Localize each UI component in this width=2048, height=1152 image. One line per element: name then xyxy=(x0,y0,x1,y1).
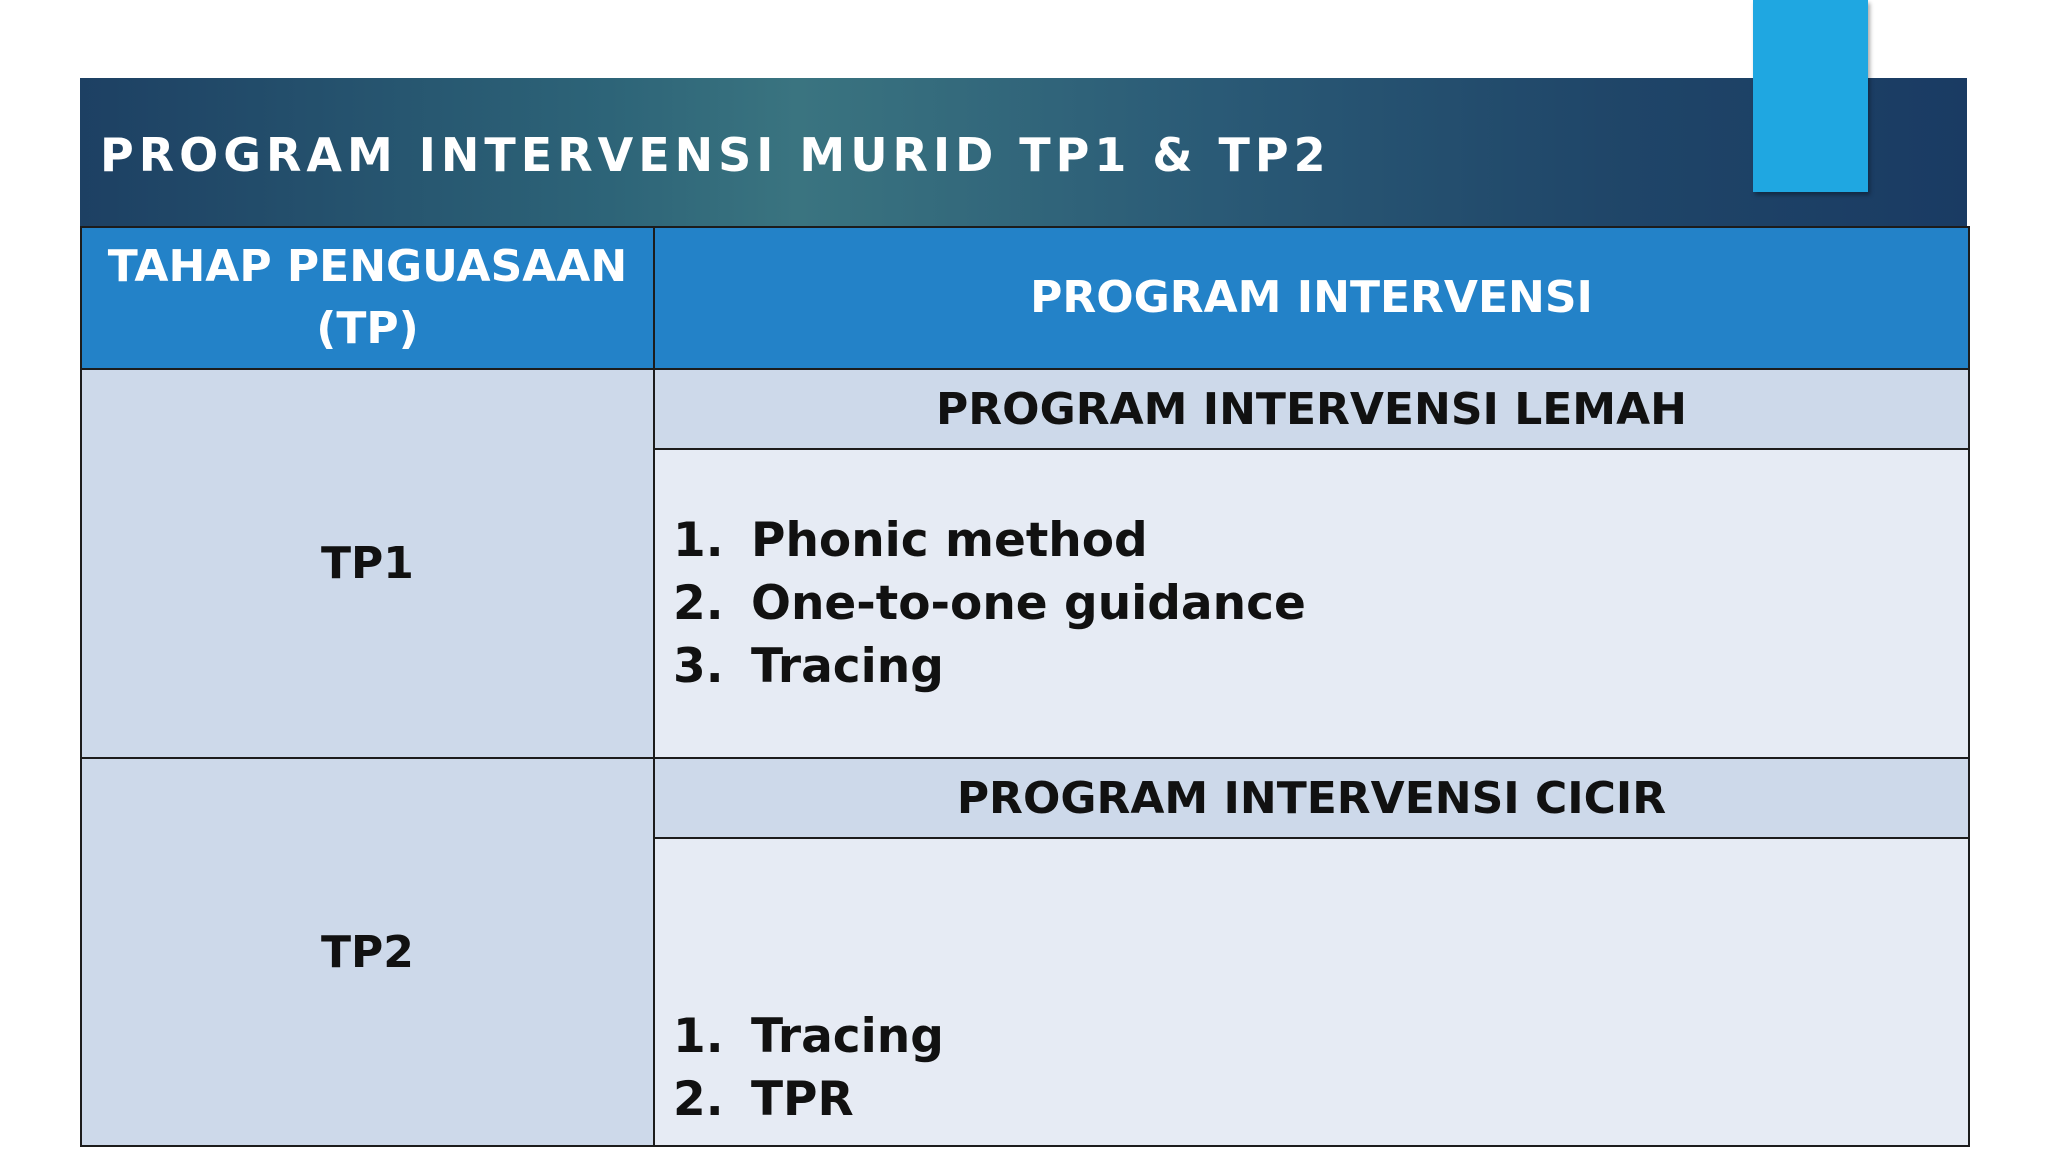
tp-level-cell: TP2 xyxy=(81,758,654,1146)
program-heading-lemah: PROGRAM INTERVENSI LEMAH xyxy=(654,369,1969,449)
slide-title: PROGRAM INTERVENSI MURID TP1 & TP2 xyxy=(100,128,1331,182)
header-tahap-line2: (TP) xyxy=(316,303,419,354)
program-list-cell xyxy=(654,449,1969,758)
list-item: 1. Phonic method xyxy=(673,513,1148,568)
table-row xyxy=(81,758,1969,838)
header-tahap-penguasaan xyxy=(81,227,654,369)
list-item: 2. One-to-one guidance xyxy=(673,576,1306,631)
program-list xyxy=(655,1005,1968,1145)
program-list xyxy=(655,509,1968,698)
header-tahap-line1: TAHAP PENGUASAAN xyxy=(107,241,628,292)
table-row xyxy=(81,369,1969,449)
list-item: 2. TPR xyxy=(673,1072,854,1127)
tp-level-cell: TP1 xyxy=(81,369,654,758)
intervention-table xyxy=(80,226,1970,1147)
accent-tab xyxy=(1753,0,1868,192)
header-program-intervensi: PROGRAM INTERVENSI xyxy=(654,227,1969,369)
list-item: 3. Tracing xyxy=(673,639,944,694)
list-item: 1. Tracing xyxy=(673,1009,944,1064)
program-heading-cicir: PROGRAM INTERVENSI CICIR xyxy=(654,758,1969,838)
table-header-row xyxy=(81,227,1969,369)
program-list-cell xyxy=(654,838,1969,1146)
